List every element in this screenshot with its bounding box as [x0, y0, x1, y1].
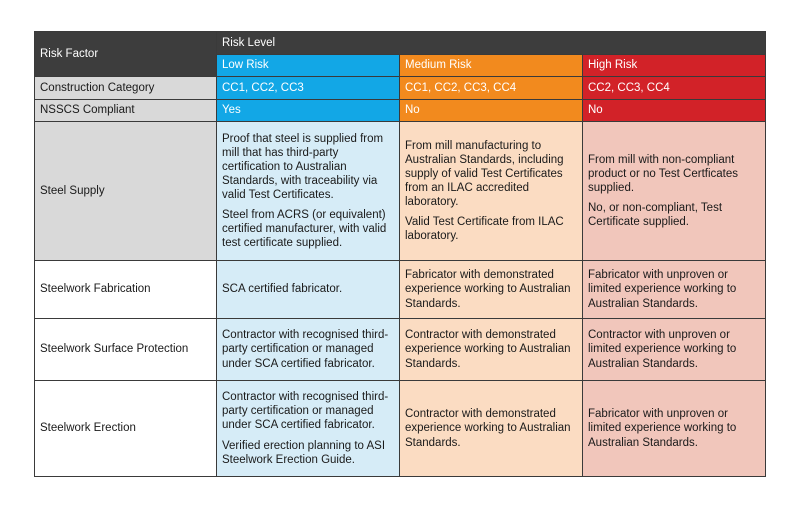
header-row-1 [35, 32, 766, 55]
risk-level-header: Risk Level [217, 32, 766, 55]
steel-supply-high-text-2: No, or non-compliant, Test Certificate supplied. [588, 202, 723, 229]
steel-supply-row [35, 122, 766, 261]
erection-low-text-2: Verified erection planning to ASI Steelwork Erection Guide. [222, 439, 386, 466]
steel-supply-low-text-1: Proof that steel is supplied from mill that has third-party certification to Australian Standards, with traceability via valid Test Certificates. [222, 132, 384, 201]
construction-category-medium: CC1, CC2, CC3, CC4 [400, 77, 583, 100]
surface-protection-low: Contractor with recognised third-party certification or managed under SCA certified fabricator. [217, 319, 400, 381]
erection-label: Steelwork Erection [35, 381, 217, 477]
risk-matrix-table [34, 31, 766, 477]
construction-category-high: CC2, CC3, CC4 [583, 77, 766, 100]
nsscs-label: NSSCS Compliant [35, 100, 217, 122]
steel-supply-medium-text-2: Valid Test Certificate from ILAC laboratory. [405, 216, 564, 243]
nsscs-high: No [583, 100, 766, 122]
steel-supply-label: Steel Supply [35, 122, 217, 261]
surface-protection-medium: Contractor with demonstrated experience working to Australian Standards. [400, 319, 583, 381]
medium-risk-header: Medium Risk [400, 55, 583, 77]
steel-supply-medium-text-1: From mill manufacturing to Australian Standards, including supply of valid Test Certificates from an ILAC accredited laboratory. [405, 139, 564, 208]
nsscs-row [35, 100, 766, 122]
steel-supply-high-text-1: From mill with non-compliant product or no Test Certficates supplied. [588, 153, 738, 194]
fabrication-medium: Fabricator with demonstrated experience working to Australian Standards. [400, 261, 583, 319]
nsscs-low: Yes [217, 100, 400, 122]
surface-protection-high: Contractor with unproven or limited experience working to Australian Standards. [583, 319, 766, 381]
risk-factor-header: Risk Factor [35, 32, 217, 77]
fabrication-low: SCA certified fabricator. [217, 261, 400, 319]
fabrication-high: Fabricator with unproven or limited experience working to Australian Standards. [583, 261, 766, 319]
fabrication-row [35, 261, 766, 319]
construction-category-row [35, 77, 766, 100]
steel-supply-low [217, 122, 400, 261]
surface-protection-label: Steelwork Surface Protection [35, 319, 217, 381]
erection-high: Fabricator with unproven or limited experience working to Australian Standards. [583, 381, 766, 477]
low-risk-header: Low Risk [217, 55, 400, 77]
steel-supply-medium [400, 122, 583, 261]
erection-row [35, 381, 766, 477]
surface-protection-row [35, 319, 766, 381]
erection-low [217, 381, 400, 477]
high-risk-header: High Risk [583, 55, 766, 77]
construction-category-low: CC1, CC2, CC3 [217, 77, 400, 100]
nsscs-medium: No [400, 100, 583, 122]
steel-supply-high [583, 122, 766, 261]
erection-low-text-1: Contractor with recognised third-party certification or managed under SCA certified fabricator. [222, 391, 389, 432]
fabrication-label: Steelwork Fabrication [35, 261, 217, 319]
construction-category-label: Construction Category [35, 77, 217, 100]
erection-medium: Contractor with demonstrated experience working to Australian Standards. [400, 381, 583, 477]
steel-supply-low-text-2: Steel from ACRS (or equivalent) certified manufacturer, with valid test certificate supplied. [222, 209, 387, 250]
